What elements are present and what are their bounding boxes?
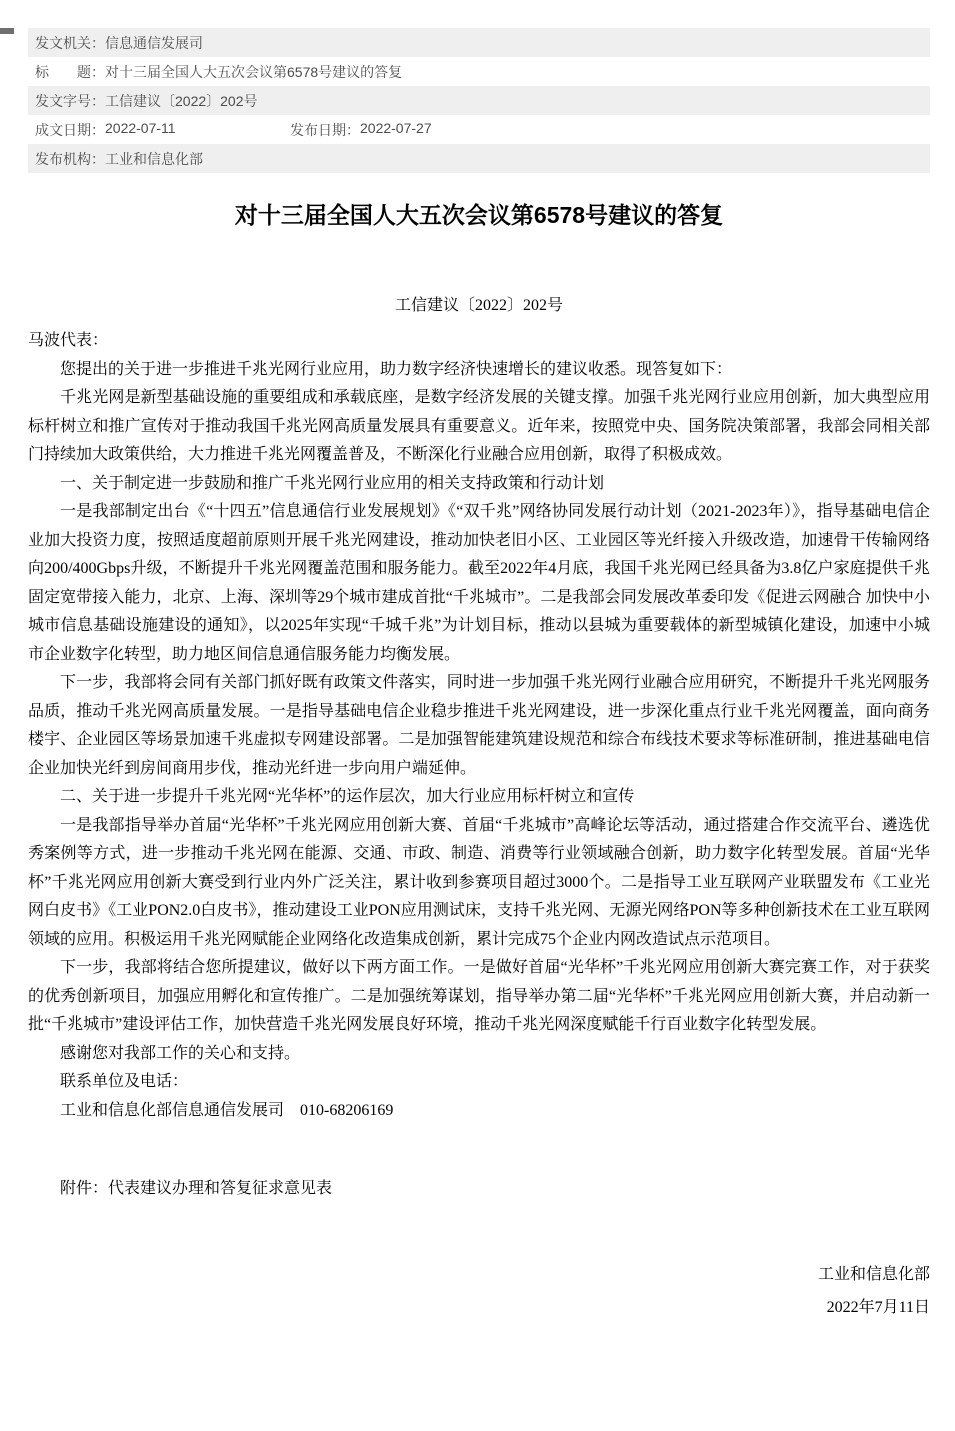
meta-value-issuing-office: 信息通信发展司 xyxy=(105,34,203,51)
attachment-line: 附件：代表建议办理和答复征求意见表 xyxy=(60,1180,333,1197)
meta-label-title: 标 题： xyxy=(35,63,105,80)
meta-pair-written-date xyxy=(35,120,290,140)
paragraph-contact-label: 联系单位及电话： xyxy=(60,1073,189,1090)
signature-block xyxy=(28,1258,930,1324)
meta-value-publish-date: 2022-07-27 xyxy=(360,119,432,136)
meta-label-publish-agency: 发布机构： xyxy=(35,150,105,167)
meta-value-title: 对十三届全国人大五次会议第6578号建议的答复 xyxy=(105,63,403,80)
meta-row-publish-agency xyxy=(28,144,930,173)
meta-row-issuing-office xyxy=(28,28,930,57)
meta-value-written-date: 2022-07-11 xyxy=(105,119,176,136)
signature-agency: 工业和信息化部 xyxy=(817,1265,930,1283)
signature-date: 2022年7月11日 xyxy=(826,1298,930,1316)
paragraph-thanks: 感谢您对我部工作的关心和支持。 xyxy=(60,1044,301,1062)
meta-row-doc-number xyxy=(28,86,930,115)
document-meta-table xyxy=(28,28,930,173)
paragraph-section1-next-steps: 下一步，我部将会同有关部门抓好既有政策文件落实，同时进一步加强千兆光网行业融合应用研究，不断提升千兆光网服务品质，推动千兆光网高质量发展。一是指导基础电信企业稳步推进千兆光网建设，进一步深化重点行业千兆光网覆盖，面向商务楼宇、企业园区等场景加速千兆虚拟专网建设部署。二是加强智能建筑建设规范和综合布线技术要求等标准研制，推进基础电信企业加快光纤到房间商用步伐，推动光纤进一步向用户端延伸。 xyxy=(28,674,930,777)
meta-row-dates xyxy=(28,115,930,144)
meta-pair-publish-date xyxy=(290,120,432,140)
paragraph-contact-info: 工业和信息化部信息通信发展司 010-68206169 xyxy=(60,1101,394,1119)
document-body xyxy=(0,199,955,1324)
meta-value-doc-number: 工信建议〔2022〕202号 xyxy=(105,92,258,109)
page-title: 对十三届全国人大五次会议第6578号建议的答复 xyxy=(234,202,724,228)
meta-label-issuing-office: 发文机关： xyxy=(35,34,105,51)
meta-value-publish-agency: 工业和信息化部 xyxy=(105,150,203,167)
paragraph-section2-next-steps: 下一步，我部将结合您所提建议，做好以下两方面工作。一是做好首届“光华杯”千兆光网应用创新大赛完赛工作，对于获奖的优秀创新项目，加强应用孵化和宣传推广。二是加强统筹谋划，指导举办第二届“光华杯”千兆光网应用创新大赛，并启动新一批“千兆城市”建设评估工作，加快营造千兆光网发展良好环境，推动千兆光网深度赋能千行百业数字化转型发展。 xyxy=(28,959,930,1033)
salutation-line: 马波代表： xyxy=(28,332,109,349)
paragraph-intro: 您提出的关于进一步推进千兆光网行业应用，助力数字经济快速增长的建议收悉。现答复如下： xyxy=(60,360,733,378)
meta-label-doc-number: 发文字号： xyxy=(35,92,105,109)
corner-artifact xyxy=(0,28,14,34)
paragraph-background: 千兆光网是新型基础设施的重要组成和承载底座，是数字经济发展的关键支撑。加强千兆光网行业应用创新，加大典型应用标杆树立和推广宣传对于推动我国千兆光网高质量发展具有重要意义。近年来，按照党中央、国务院决策部署，我部会同相关部门持续加大政策供给，大力推进千兆光网覆盖普及，不断深化行业融合应用创新，取得了积极成效。 xyxy=(28,389,930,463)
section-heading-1: 一、关于制定进一步鼓励和推广千兆光网行业应用的相关支持政策和行动计划 xyxy=(60,474,605,492)
section-heading-2: 二、关于进一步提升千兆光网“光华杯”的运作层次，加大行业应用标杆树立和宣传 xyxy=(60,788,635,805)
paragraph-section2-measures: 一是我部指导举办首届“光华杯”千兆光网应用创新大赛、首届“千兆城市”高峰论坛等活动，通过搭建合作交流平台、遴选优秀案例等方式，进一步推动千兆光网在能源、交通、市政、制造、消费等行业领域融合创新，助力数字化转型发展。首届“光华杯”千兆光网应用创新大赛受到行业内外广泛关注，累计收到参赛项目超过3000个。二是指导工业互联网产业联盟发布《工业光网白皮书》《工业PON2.0白皮书》，推动建设工业PON应用测试床，支持千兆光网、无源光网络PON等多种创新技术在工业互联网领域的应用。积极运用千兆光网赋能企业网络化改造集成创新，累计完成75个企业内网改造试点示范项目。 xyxy=(28,816,930,948)
meta-label-publish-date: 发布日期： xyxy=(290,121,360,138)
meta-label-written-date: 成文日期： xyxy=(35,121,105,138)
paragraph-section1-measures: 一是我部制定出台《“十四五”信息通信行业发展规划》《“双千兆”网络协同发展行动计划（2021-2023年）》，指导基础电信企业加大投资力度，按照适度超前原则开展千兆光网建设，推动加快老旧小区、工业园区等光纤接入升级改造，加速骨干传输网络向200/400Gbps升级，不断提升千兆光网覆盖范围和服务能力。截至2022年4月底，我国千兆光网已经具备为3.8亿户家庭提供千兆固定宽带接入能力，北京、上海、深圳等29个城市建成首批“千兆城市”。二是我部会同发展改革委印发《促进云网融合 加快中小城市信息基础设施建设的通知》，以2025年实现“千城千兆”为计划目标，推动以县城为重要载体的新型城镇化建设，加速中小城市企业数字化转型，助力地区间信息通信服务能力均衡发展。 xyxy=(28,503,930,663)
document-page xyxy=(0,28,955,1431)
meta-row-title xyxy=(28,57,930,86)
doc-number-line: 工信建议〔2022〕202号 xyxy=(394,297,563,314)
